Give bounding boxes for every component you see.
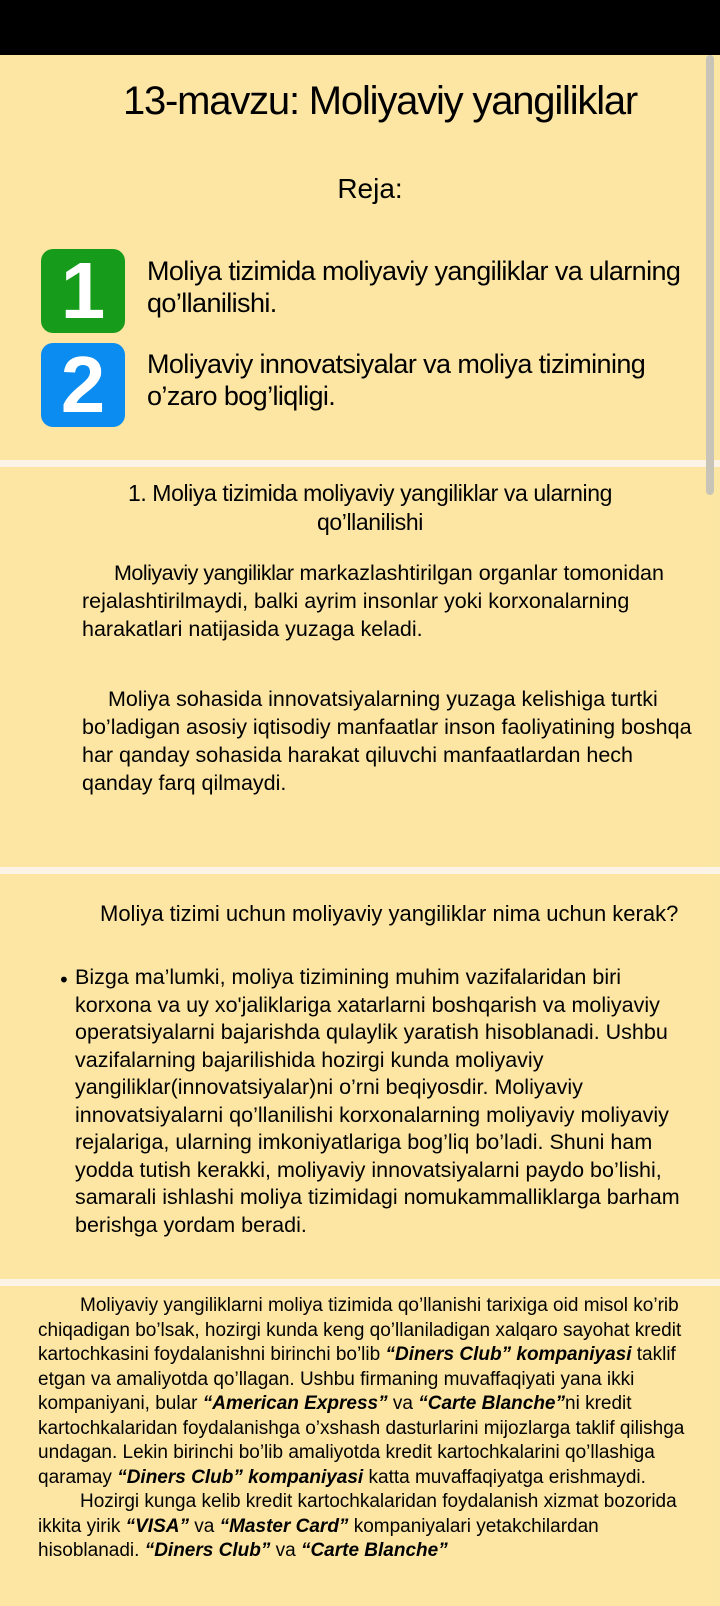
text-run: Moliyaviy yangiliklarni moliya tizimida qo’llanishi tarixiga oid misol ko’rib chiqadigan bo’lsak, hozirgi kunda keng qo’llaniladigan xalqaro sayohat kredit kartochkasini foydalanishni birinchi bo’lib bbox=[38, 1295, 682, 1365]
bullet-marker: • bbox=[58, 968, 70, 992]
page-title: 13-mavzu: Moliyaviy yangiliklar bbox=[122, 79, 638, 123]
company-name: “Carte Blanche” bbox=[300, 1540, 448, 1561]
text-run: kompaniyalari yetakchilardan hisoblanadi. bbox=[38, 1515, 599, 1561]
text-run: va bbox=[387, 1393, 419, 1414]
plan-item-1: Moliya tizimida moliyaviy yangiliklar va ularning qo’llanilishi. bbox=[147, 256, 681, 318]
slide-divider bbox=[0, 460, 720, 467]
slide-title-plan bbox=[0, 55, 706, 460]
number-badge-2: 2 bbox=[41, 343, 125, 427]
plan-item-2: Moliyaviy innovatsiyalar va moliya tizimining o’zaro bog’liqligi. bbox=[147, 349, 646, 411]
text-run: katta muvaffaqiyatga erishmaydi. bbox=[363, 1466, 646, 1488]
company-name: “Carte Blanche” bbox=[418, 1393, 565, 1414]
number-badge-1: 1 bbox=[41, 249, 125, 333]
slide-divider bbox=[0, 867, 720, 874]
slide-section-1 bbox=[0, 467, 706, 867]
company-name: “Diners Club” bbox=[144, 1540, 271, 1561]
text-run: taklif etgan va amaliyotda qo’llagan. Ushbu firmaning muvaffaqiyati yana ikki kompaniyani, bular bbox=[38, 1344, 676, 1414]
paragraph-2 bbox=[82, 685, 692, 797]
text-run: ni kredit kartochkalaridan foydalanishga o’xshash dasturlarini mijozlarga taklif qilishga undagan. Lekin birinchi bo’lib amaliyotda kredit kartochkalarini qo’llashiga qaramay bbox=[38, 1393, 685, 1488]
company-name: “American Express” bbox=[202, 1393, 388, 1414]
bullet-text: Bizga ma’lumki, moliya tizimining muhim vazifalaridan biri korxona va uy xo'jaliklariga xatarlarni boshqarish va moliyaviy operatsiyalarni bajarishda qulaylik yaratish hisoblanadi. Ushbu vazifalarning bajarilishida hozirgi kunda moliyaviy yangiliklar(innovatsiyalar)ni o’rni beqiyosdir. Moliyaviy innovatsiyalarni qo’llanilishi korxonalarning moliyaviy moliyaviy rejalariga, ularning imkoniyatlariga bog’liq bo’ladi. Shuni ham yodda tutish kerakki, moliyaviy innovatsiyalarni paydo bo’lishi, samarali ishlashi moliya tizimidagi nomukammalliklarga barham berishga yordam beradi. bbox=[75, 965, 680, 1237]
company-name: “Master Card” bbox=[219, 1515, 349, 1537]
text-run: Hozirgi kunga kelib kredit kartochkalaridan foydalanish xizmat bozorida ikkita yirik bbox=[38, 1491, 677, 1537]
plan-heading: Reja: bbox=[337, 173, 403, 204]
slide-why-needed bbox=[0, 874, 706, 1274]
paragraph-1 bbox=[82, 559, 692, 643]
slide-divider bbox=[0, 1279, 720, 1286]
question-heading: Moliya tizimi uchun moliyaviy yangiliklar nima uchun kerak? bbox=[100, 901, 679, 926]
history-text bbox=[38, 1294, 698, 1564]
paragraph-1-text: markazlashtirilgan organlar tomonidan rejalashtirilmaydi, balki ayrim insonlar yoki korxonalarning harakatlari natijasida yuzaga keladi. bbox=[82, 561, 664, 641]
section-heading: 1. Moliya tizimida moliyaviy yangiliklar va ularning qo’llanilishi bbox=[127, 480, 613, 535]
company-name: “Diners Club” kompaniyasi bbox=[385, 1344, 632, 1365]
paragraph-2-text: Moliya sohasida innovatsiyalarning yuzaga kelishiga turtki bo’ladigan asosiy iqtisodiy manfaatlar inson faoliyatining boshqa har qanday sohasida harakat qiluvchi manfaatlardan hech qanday farq qilmaydi. bbox=[82, 687, 692, 795]
company-name: “VISA” bbox=[125, 1515, 189, 1537]
slide-credit-cards bbox=[0, 1286, 706, 1606]
paragraph-1-bold: Moliyaviy yangiliklar bbox=[114, 561, 294, 585]
status-bar bbox=[0, 0, 720, 55]
text-run: va bbox=[188, 1515, 220, 1537]
scrollbar[interactable] bbox=[706, 55, 714, 495]
company-name: “Diners Club” kompaniyasi bbox=[117, 1466, 364, 1488]
text-run: va bbox=[270, 1540, 301, 1561]
